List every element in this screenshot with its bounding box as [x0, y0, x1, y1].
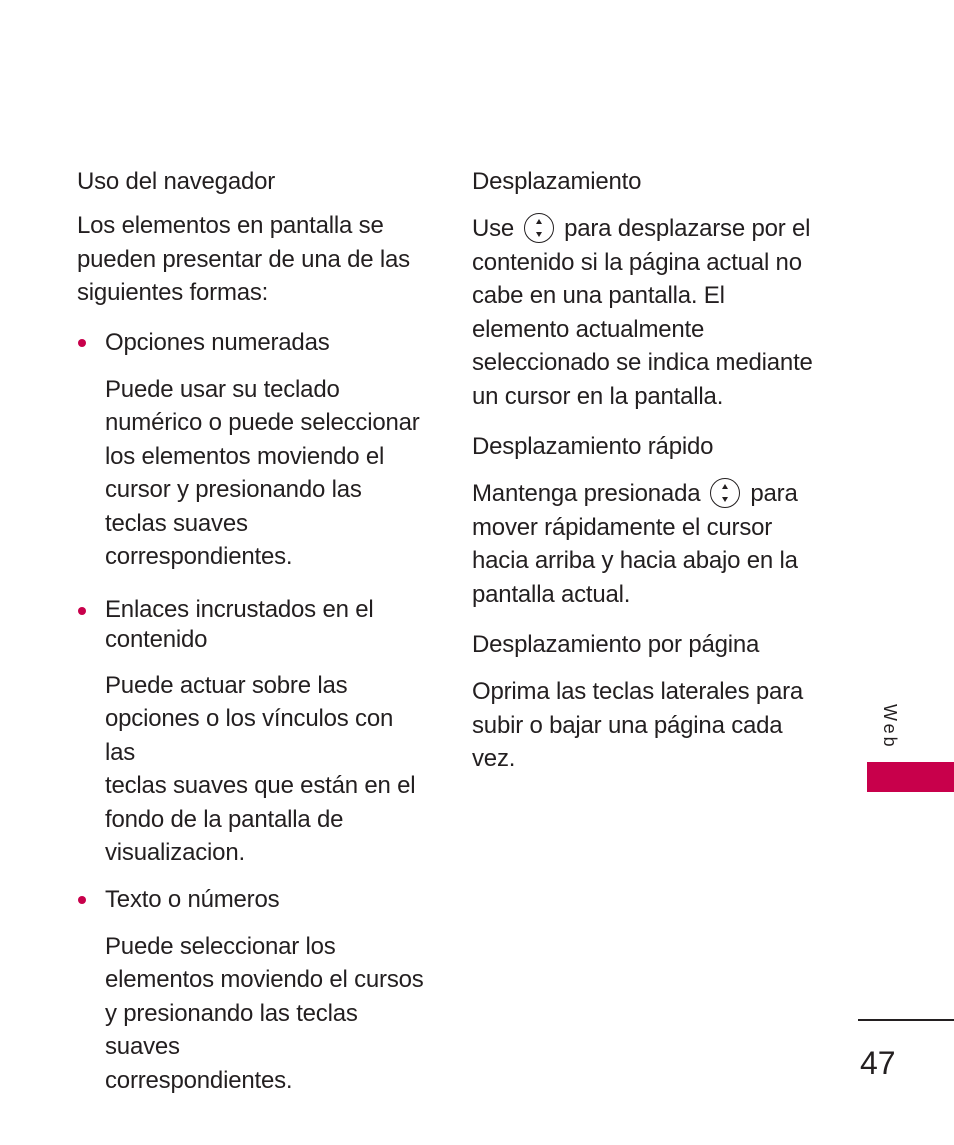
- page-scroll-paragraph: [472, 675, 817, 776]
- body-line: correspondientes.: [105, 1066, 293, 1094]
- body-line: Oprima las teclas laterales para: [472, 678, 804, 705]
- section-heading-fast-scrolling: Desplazamiento rápido: [472, 433, 714, 460]
- bullet-embedded-links: [77, 595, 427, 870]
- side-tab-label: Web: [880, 704, 900, 750]
- bullet-icon: [78, 896, 86, 904]
- intro-paragraph: [77, 209, 427, 310]
- body-line: fondo de la pantalla de: [105, 805, 344, 833]
- body-line: elementos moviendo el cursos: [105, 966, 424, 993]
- bullet-title: Opciones numeradas: [105, 328, 330, 356]
- body-line: Puede actuar sobre las: [105, 671, 348, 699]
- body-line: elemento actualmente: [472, 315, 705, 343]
- body-line: cabe en una pantalla. El: [472, 282, 725, 309]
- footer-divider: [858, 1019, 954, 1021]
- body-line: y presionando las teclas suaves: [105, 999, 358, 1060]
- nav-key-icon: [524, 213, 554, 243]
- body-line: subir o bajar una página cada: [472, 711, 783, 739]
- body-line: Use: [472, 215, 515, 242]
- body-line: los elementos moviendo el: [105, 442, 385, 470]
- left-column: [77, 166, 427, 1097]
- body-line: Puede seleccionar los: [105, 932, 336, 960]
- intro-line: Los elementos en pantalla se: [77, 212, 384, 239]
- body-line: hacia arriba y hacia abajo en la: [472, 547, 798, 574]
- page-number: 47: [860, 1045, 896, 1081]
- bullet-icon: [78, 607, 86, 615]
- title-line: contenido: [105, 625, 208, 653]
- body-line: pantalla actual.: [472, 580, 631, 608]
- side-tab-marker: [867, 762, 954, 792]
- body-line: correspondientes.: [105, 543, 293, 570]
- bullet-icon: [78, 339, 86, 347]
- section-heading-page-scrolling: Desplazamiento por página: [472, 631, 760, 658]
- body-line: cursor y presionando las: [105, 476, 362, 503]
- bullet-title: Texto o números: [105, 885, 280, 913]
- body-line: seleccionado se indica mediante: [472, 349, 813, 376]
- body-line: teclas suaves: [105, 509, 248, 537]
- section-heading-scrolling: Desplazamiento: [472, 168, 642, 195]
- body-line: opciones o los vínculos con las: [105, 705, 394, 766]
- bullet-body: [105, 930, 427, 1098]
- bullet-numbered-options: [77, 327, 427, 574]
- intro-line: siguientes formas:: [77, 279, 269, 306]
- bullet-body: [105, 373, 427, 574]
- body-line: Mantenga presionada: [472, 480, 701, 507]
- body-line: para desplazarse por el: [564, 215, 811, 242]
- fast-scroll-paragraph: [472, 477, 817, 611]
- body-line: visualizacion.: [105, 839, 245, 866]
- bullet-text-or-numbers: [77, 884, 427, 1098]
- body-line: un cursor en la pantalla.: [472, 382, 724, 410]
- right-column: [472, 166, 817, 776]
- body-line: para: [750, 480, 798, 507]
- nav-key-icon: [710, 478, 740, 508]
- body-line: Puede usar su teclado: [105, 375, 340, 403]
- section-heading-browser-use: Uso del navegador: [77, 168, 276, 195]
- body-line: contenido si la página actual no: [472, 248, 802, 276]
- bullet-body: [105, 669, 427, 870]
- body-line: numérico o puede seleccionar: [105, 409, 420, 436]
- intro-line: pueden presentar de una de las: [77, 245, 410, 273]
- body-line: teclas suaves que están en el: [105, 772, 416, 799]
- title-line: Enlaces incrustados en el: [105, 595, 374, 623]
- body-line: mover rápidamente el cursor: [472, 513, 773, 541]
- body-line: vez.: [472, 745, 516, 772]
- scroll-paragraph: [472, 212, 817, 413]
- bullet-title: [105, 595, 427, 655]
